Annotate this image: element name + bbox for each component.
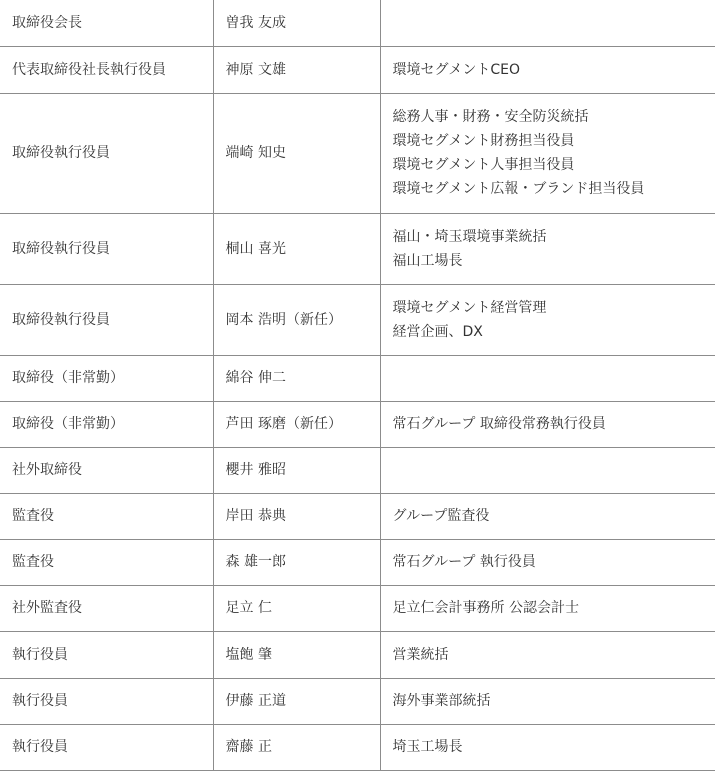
duty-line: 環境セグメントCEO [392,61,521,78]
officer-title: 社外取締役 [0,447,213,493]
officer-title: 取締役執行役員 [0,213,213,284]
officer-name: 曽我 友成 [213,0,380,46]
officer-duties [380,493,715,539]
duty-line: 経営企画、DX [392,323,483,340]
officer-name: 伊藤 正道 [213,678,380,724]
officer-name: 端崎 知史 [213,93,380,213]
table-row [0,284,715,355]
officer-duties [380,724,715,770]
duty-line: 総務人事・財務・安全防災統括 [392,109,589,125]
table-row [0,724,715,770]
officer-name: 櫻井 雅昭 [213,447,380,493]
table-row [0,678,715,724]
duty-line: 福山工場長 [392,252,463,269]
officer-duties [380,539,715,585]
officer-duties [380,401,715,447]
officer-title: 取締役（非常勤） [0,401,213,447]
table-row [0,631,715,678]
duty-line: 常石グループ 取締役常務執行役員 [392,416,606,432]
officer-duties [380,0,715,46]
table-row [0,0,715,46]
officer-title: 監査役 [0,493,213,539]
officer-title: 取締役会長 [0,0,213,46]
table-row [0,355,715,401]
duty-line: 常石グループ 執行役員 [392,554,536,570]
duty-line: 足立仁会計事務所 公認会計士 [392,600,579,616]
officer-title: 執行役員 [0,678,213,724]
officer-title: 代表取締役社長執行役員 [0,46,213,93]
officer-name: 神原 文雄 [213,46,380,93]
duty-line: 環境セグメント広報・ブランド担当役員 [392,181,645,197]
officer-title: 取締役執行役員 [0,93,213,213]
officer-name: 岸田 恭典 [213,493,380,539]
duty-line: 環境セグメント人事担当役員 [392,157,575,173]
duty-line: 埼玉工場長 [392,739,463,755]
table-row [0,447,715,493]
table-row [0,46,715,93]
table-row [0,539,715,585]
duty-line: 環境セグメント財務担当役員 [392,133,575,149]
officer-name: 齋藤 正 [213,724,380,770]
officer-duties [380,631,715,678]
officer-title: 取締役執行役員 [0,284,213,355]
officer-name: 綿谷 伸二 [213,355,380,401]
officer-duties [380,585,715,631]
table-row [0,585,715,631]
officer-name: 足立 仁 [213,585,380,631]
duty-line: グループ監査役 [392,508,490,524]
duty-line: 環境セグメント経営管理 [392,299,547,316]
officer-title: 取締役（非常勤） [0,355,213,401]
officer-name: 森 雄一郎 [213,539,380,585]
officer-duties [380,355,715,401]
officer-title: 執行役員 [0,631,213,678]
officer-duties [380,447,715,493]
table-row [0,493,715,539]
officer-name: 芦田 琢磨（新任） [213,401,380,447]
duty-line: 営業統括 [392,646,449,663]
table-row [0,213,715,284]
duty-line: 海外事業部統括 [392,693,491,709]
officer-duties [380,46,715,93]
table-row [0,401,715,447]
officer-title: 社外監査役 [0,585,213,631]
officer-title: 執行役員 [0,724,213,770]
officer-duties [380,284,715,355]
officer-name: 桐山 喜光 [213,213,380,284]
officer-duties [380,213,715,284]
officer-duties [380,93,715,213]
officer-name: 塩飽 肇 [213,631,380,678]
officer-duties [380,678,715,724]
officer-name: 岡本 浩明（新任） [213,284,380,355]
table-row [0,93,715,213]
officer-title: 監査役 [0,539,213,585]
duty-line: 福山・埼玉環境事業統括 [392,228,547,245]
